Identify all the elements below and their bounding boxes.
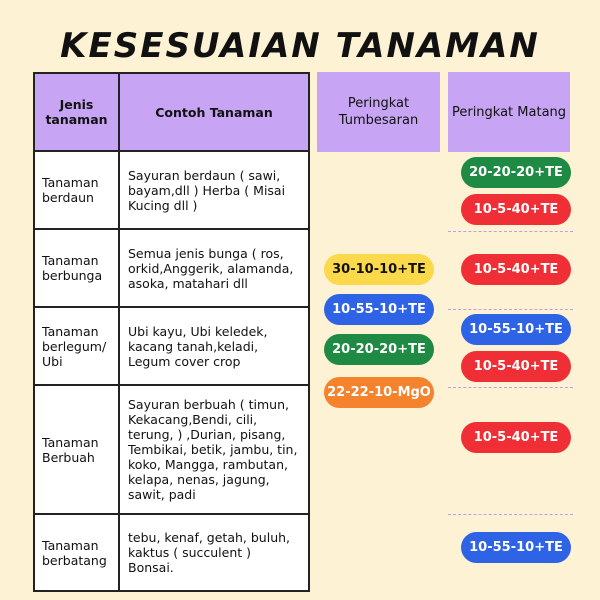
fertilizer-pill-matang: 10-5-40+TE	[461, 422, 571, 453]
table-row	[34, 307, 309, 385]
table-row	[34, 514, 309, 591]
row-divider	[448, 514, 573, 515]
fertilizer-pill-matang: 10-55-10+TE	[461, 532, 571, 563]
row-divider	[448, 231, 573, 232]
row-divider	[448, 309, 573, 310]
table-header-row	[34, 73, 309, 151]
table-row	[34, 229, 309, 307]
row-jenis: Tanaman berdaun	[34, 151, 119, 229]
row-jenis: Tanaman berbatang	[34, 514, 119, 591]
header-tumbesaran: Peringkat Tumbesaran	[317, 72, 440, 152]
table-row	[34, 385, 309, 514]
row-contoh: tebu, kenaf, getah, buluh, kaktus ( succulent ) Bonsai.	[119, 514, 309, 591]
row-contoh: Sayuran berdaun ( sawi, bayam,dll ) Herba ( Misai Kucing dll )	[119, 151, 309, 229]
fertilizer-pill-tumbesaran: 22-22-10-MgO	[324, 377, 434, 408]
row-jenis: Tanaman berbunga	[34, 229, 119, 307]
row-jenis: Tanaman Berbuah	[34, 385, 119, 514]
row-contoh: Sayuran berbuah ( timun, Kekacang,Bendi, cili, terung, ) ,Durian, pisang, Tembikai, betik, jambu, tin, koko, Mangga, rambutan, kelapa, nenas, jagung, sawit, padi	[119, 385, 309, 514]
header-jenis: Jenis tanaman	[34, 73, 119, 151]
row-contoh: Semua jenis bunga ( ros, orkid,Anggerik, alamanda, asoka, matahari dll	[119, 229, 309, 307]
fertilizer-pill-matang: 10-55-10+TE	[461, 314, 571, 345]
row-divider	[448, 387, 573, 388]
header-contoh: Contoh Tanaman	[119, 73, 309, 151]
row-contoh: Ubi kayu, Ubi keledek, kacang tanah,keladi, Legum cover crop	[119, 307, 309, 385]
fertilizer-pill-matang: 20-20-20+TE	[461, 157, 571, 188]
fertilizer-pill-tumbesaran: 20-20-20+TE	[324, 334, 434, 365]
fertilizer-pill-matang: 10-5-40+TE	[461, 254, 571, 285]
header-matang: Peringkat Matang	[448, 72, 570, 152]
fertilizer-pill-matang: 10-5-40+TE	[461, 194, 571, 225]
fertilizer-pill-matang: 10-5-40+TE	[461, 351, 571, 382]
page-title: KESESUAIAN TANAMAN	[60, 26, 540, 66]
fertilizer-pill-tumbesaran: 10-55-10+TE	[324, 294, 434, 325]
table-row	[34, 151, 309, 229]
fertilizer-pill-tumbesaran: 30-10-10+TE	[324, 254, 434, 285]
plant-table	[33, 72, 310, 592]
row-jenis: Tanaman berlegum/ Ubi	[34, 307, 119, 385]
